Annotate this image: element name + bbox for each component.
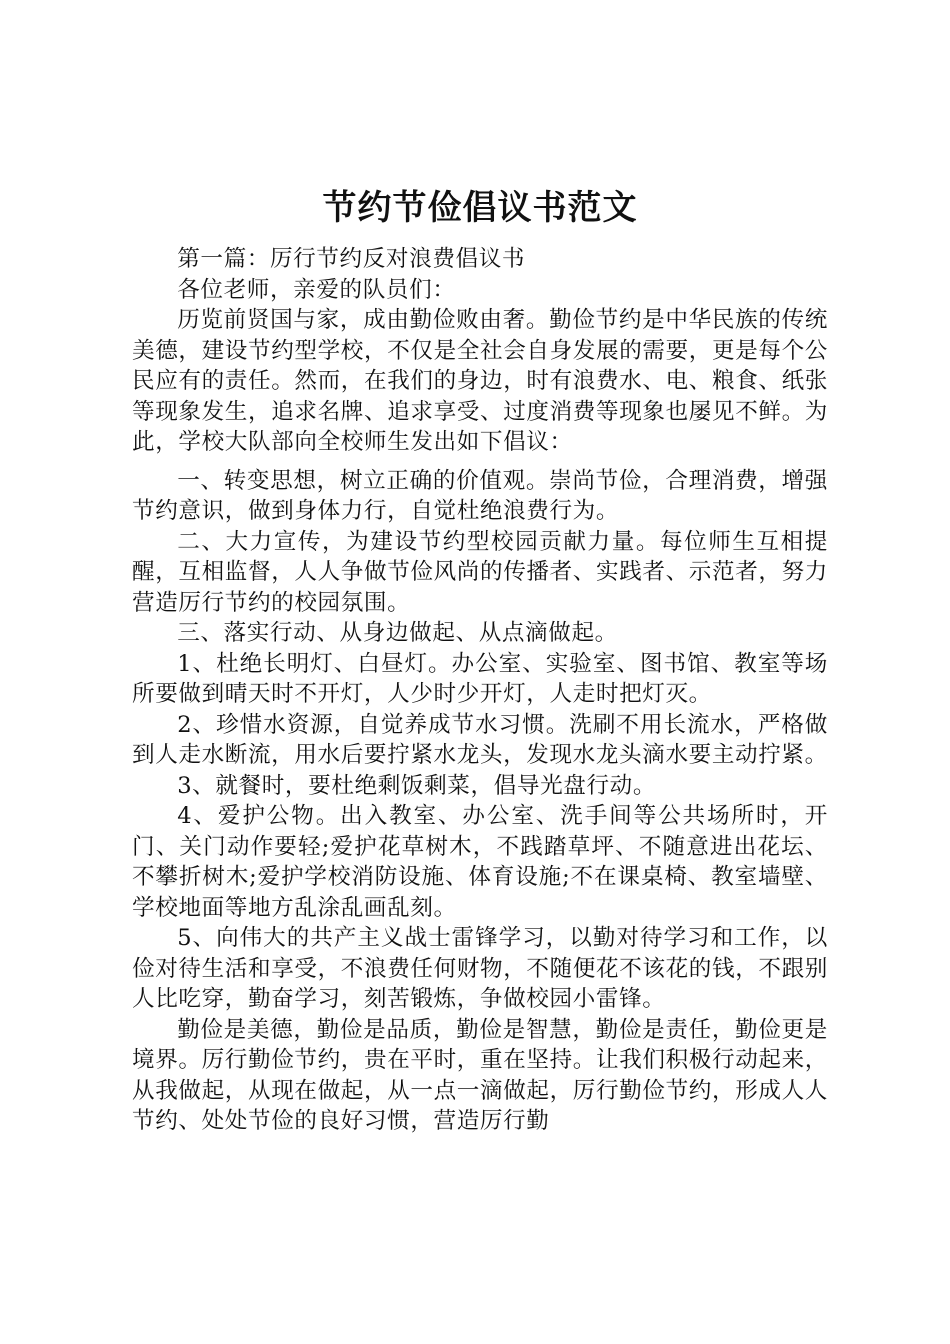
action-item-3: 3、就餐时，要杜绝剩饭剩菜，倡导光盘行动。 (177, 772, 657, 799)
document-page (132, 178, 828, 1137)
proposal-item-2: 二、大力宣传，为建设节约型校园贡献力量。每位师生互相提醒，互相监督，人人争做节俭风尚的传播者、实践者、示范者，努力营造厉行节约的校园氛围。 (132, 528, 828, 616)
action-item-2: 2、珍惜水资源，自觉养成节水习惯。洗刷不用长流水，严格做到人走水断流，用水后要拧紧水龙头，发现水龙头滴水要主动拧紧。 (132, 711, 828, 768)
proposal-item-1: 一、转变思想，树立正确的价值观。崇尚节俭，合理消费，增强节约意识，做到身体力行，自觉杜绝浪费行为。 (132, 467, 828, 524)
action-item-1: 1、杜绝长明灯、白昼灯。办公室、实验室、图书馆、教室等场所要做到晴天时不开灯，人少时少开灯，人走时把灯灭。 (132, 650, 828, 707)
action-item-4: 4、爱护公物。出入教室、办公室、洗手间等公共场所时，开门、关门动作要轻;爱护花草树木，不践踏草坪、不随意进出花坛、不攀折树木;爱护学校消防设施、体育设施;不在课桌椅、教室墙壁、学校地面等地方乱涂乱画乱刻。 (132, 803, 828, 921)
proposal-item-3: 三、落实行动、从身边做起、从点滴做起。 (177, 620, 618, 646)
salutation: 各位老师，亲爱的队员们： (177, 276, 456, 303)
intro-paragraph: 历览前贤国与家，成由勤俭败由奢。勤俭节约是中华民族的传统美德，建设节约型学校，不仅是全社会自身发展的需要，更是每个公民应有的责任。然而，在我们的身边，时有浪费水、电、粮食、纸张等现象发生，追求名牌、追求享受、过度消费等现象也屡见不鲜。为此，学校大队部向全校师生发出如下倡议： (132, 307, 828, 455)
closing-paragraph: 勤俭是美德，勤俭是品质，勤俭是智慧，勤俭是责任，勤俭更是境界。厉行勤俭节约，贵在平时，重在坚持。让我们积极行动起来，从我做起，从现在做起，从一点一滴做起，厉行勤俭节约，形成人人节约、处处节俭的良好习惯，营造厉行勤 (132, 1016, 828, 1134)
section-heading: 第一篇：厉行节约反对浪费倡议书 (177, 246, 526, 272)
action-item-5: 5、向伟大的共产主义战士雷锋学习，以勤对待学习和工作，以俭对待生活和享受，不浪费任何财物，不随便花不该花的钱，不跟别人比吃穿，勤奋学习，刻苦锻炼，争做校园小雷锋。 (132, 925, 828, 1012)
document-title: 节约节俭倡议书范文 (322, 188, 638, 228)
